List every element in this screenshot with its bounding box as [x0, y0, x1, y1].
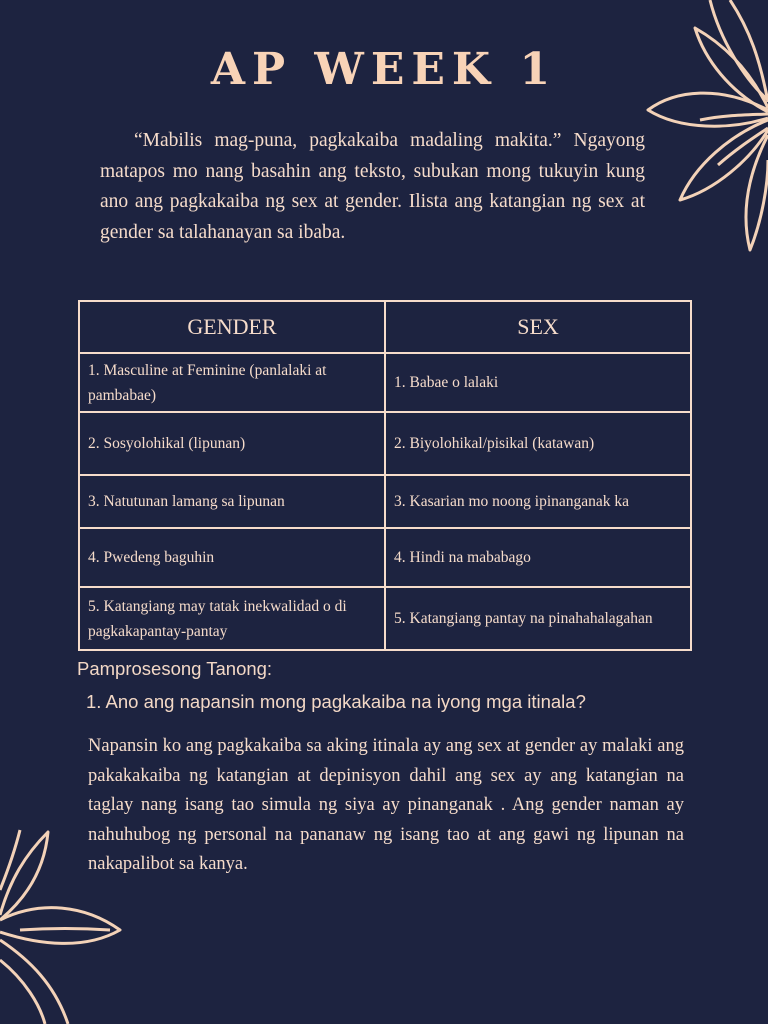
intro-quote: “Mabilis mag-puna, pagkakaiba madaling makita.” — [134, 130, 562, 151]
page-title: AP WEEK 1 — [210, 44, 558, 95]
sex-cell: 4. Hindi na mababago — [385, 528, 691, 587]
question-text: 1. Ano ang napansin mong pagkakaiba na iyong mga itinala? — [86, 691, 586, 712]
table-row — [79, 353, 691, 412]
intro-body: Ngayong matapos mo nang basahin ang teksto, subukan mong tukuyin kung ano ang pagkakaiba ng sex at gender. Ilista ang katangian ng sex at gender sa talahanayan sa ibaba. — [100, 130, 645, 243]
intro-paragraph — [100, 126, 645, 248]
sex-cell: 5. Katangiang pantay na pinahahalagahan — [385, 587, 691, 650]
gender-cell: 3. Natutunan lamang sa lipunan — [79, 475, 385, 528]
sex-cell: 3. Kasarian mo noong ipinanganak ka — [385, 475, 691, 528]
sex-cell: 2. Biyolohikal/pisikal (katawan) — [385, 412, 691, 475]
table-header-row — [79, 301, 691, 353]
table-row — [79, 412, 691, 475]
gender-cell: 2. Sosyolohikal (lipunan) — [79, 412, 385, 475]
gender-cell: 1. Masculine at Feminine (panlalaki at pambabae) — [79, 353, 385, 412]
sex-cell: 1. Babae o lalaki — [385, 353, 691, 412]
gender-cell: 5. Katangiang may tatak inekwalidad o di pagkakapantay-pantay — [79, 587, 385, 650]
comparison-table — [78, 300, 692, 651]
section-heading: Pamprosesong Tanong: — [77, 658, 273, 679]
table-row — [79, 587, 691, 650]
header-gender: GENDER — [79, 301, 385, 353]
table-row — [79, 475, 691, 528]
gender-cell: 4. Pwedeng baguhin — [79, 528, 385, 587]
header-sex: SEX — [385, 301, 691, 353]
answer-paragraph: Napansin ko ang pagkakaiba sa aking itinala ay ang sex at gender ay malaki ang pakakakaiba ng katangian at depinisyon dahil ang sex ay ang katangian na taglay nang isang tao simula ng siya ay pinanganak . Ang gender naman ay nahuhubog ng personal na pananaw ng isang tao at ang gawi ng lipunan na nakapalibot sa kanya. — [88, 736, 684, 875]
table-row — [79, 528, 691, 587]
